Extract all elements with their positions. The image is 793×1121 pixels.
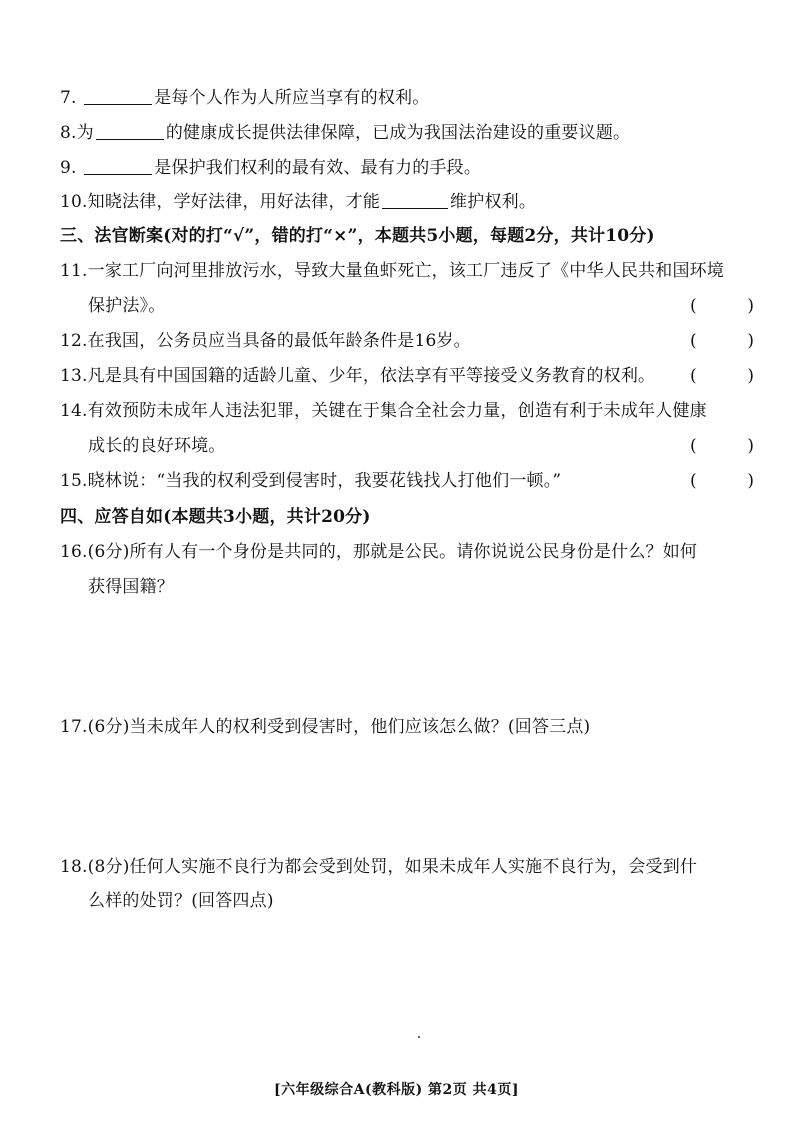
question-text: 知晓法律，学好法律，用好法律，才能 <box>87 192 381 212</box>
question-17 <box>60 715 760 739</box>
question-number: 13. <box>60 366 88 386</box>
question-number: 15. <box>60 471 88 491</box>
question-11-cont: 保护法》。 <box>88 296 166 316</box>
question-9 <box>60 156 760 180</box>
judgment-box-14[interactable] <box>690 434 754 458</box>
paren-open: ( <box>690 366 697 386</box>
answer-blank[interactable] <box>382 191 448 209</box>
question-number: 18. <box>60 857 88 877</box>
question-number: 9. <box>60 158 77 178</box>
question-8 <box>60 121 760 145</box>
question-16-cont: 获得国籍？ <box>88 577 174 597</box>
question-text: 是保护我们权利的最有效、最有力的手段。 <box>154 158 482 178</box>
paren-close: ) <box>747 366 754 386</box>
paren-open: ( <box>690 331 697 351</box>
question-text: 一家工厂向河里排放污水，导致大量鱼虾死亡，该工厂违反了《中华人民共和国环境 <box>87 261 725 281</box>
section-3-title: 三、法官断案(对的打“√”，错的打“×”，本题共5小题，每题2分，共计10分) <box>60 226 655 246</box>
answer-blank[interactable] <box>84 87 152 105</box>
answer-blank[interactable] <box>96 122 164 140</box>
question-14-cont: 成长的良好环境。 <box>88 436 226 456</box>
question-18 <box>60 855 760 879</box>
question-number: 16. <box>60 542 88 562</box>
question-text: 的健康成长提供法律保障，已成为我国法治建设的重要议题。 <box>165 123 631 143</box>
paren-open: ( <box>690 296 697 316</box>
question-7 <box>60 86 760 110</box>
question-text: 是每个人作为人所应当享有的权利。 <box>154 88 430 108</box>
question-text: 有效预防未成年人违法犯罪，关键在于集合全社会力量，创造有利于未成年人健康 <box>87 401 707 421</box>
paren-close: ) <box>747 436 754 456</box>
judgment-box-12[interactable] <box>690 329 754 353</box>
question-text: (6分)当未成年人的权利受到侵害时，他们应该怎么做？(回答三点) <box>87 717 591 737</box>
question-text: 晓林说：“当我的权利受到侵害时，我要花钱找人打他们一顿。” <box>87 471 562 491</box>
question-number: 14. <box>60 401 88 421</box>
question-number: 11. <box>60 261 88 281</box>
question-11 <box>60 259 760 283</box>
question-12 <box>60 329 760 353</box>
paren-close: ) <box>747 331 754 351</box>
question-number: 7. <box>60 88 77 108</box>
answer-area-18[interactable] <box>60 920 760 1060</box>
question-16 <box>60 540 760 564</box>
question-15 <box>60 469 760 493</box>
question-text: 在我国，公务员应当具备的最低年龄条件是16岁。 <box>87 331 471 351</box>
paren-open: ( <box>690 471 697 491</box>
stray-dot <box>418 1036 420 1038</box>
page-footer: [六年级综合A(教科版) 第2页 共4页] <box>273 1082 520 1098</box>
section-4-title: 四、应答自如(本题共3小题，共计20分) <box>60 507 371 527</box>
paren-close: ) <box>747 471 754 491</box>
question-text: (6分)所有人有一个身份是共同的，那就是公民。请你说说公民身份是什么？如何 <box>87 542 698 562</box>
question-number: 10. <box>60 192 88 212</box>
answer-area-17[interactable] <box>60 745 760 845</box>
question-text: (8分)任何人实施不良行为都会受到处罚，如果未成年人实施不良行为，会受到什 <box>87 857 698 877</box>
question-10 <box>60 190 760 214</box>
answer-area-16[interactable] <box>60 605 760 705</box>
judgment-box-15[interactable] <box>690 469 754 493</box>
paren-open: ( <box>690 436 697 456</box>
judgment-box-13[interactable] <box>690 364 754 388</box>
question-number: 8. <box>60 123 77 143</box>
question-number: 17. <box>60 717 88 737</box>
answer-blank[interactable] <box>84 157 152 175</box>
question-18-cont: 么样的处罚？(回答四点) <box>88 891 274 911</box>
question-14 <box>60 399 760 423</box>
question-text: 维护权利。 <box>450 192 537 212</box>
paren-close: ) <box>747 296 754 316</box>
judgment-box-11[interactable] <box>690 294 754 318</box>
question-number: 12. <box>60 331 88 351</box>
question-text: 凡是具有中国国籍的适龄儿童、少年，依法享有平等接受义务教育的权利。 <box>87 366 656 386</box>
question-13 <box>60 364 760 388</box>
question-text: 为 <box>76 123 94 143</box>
